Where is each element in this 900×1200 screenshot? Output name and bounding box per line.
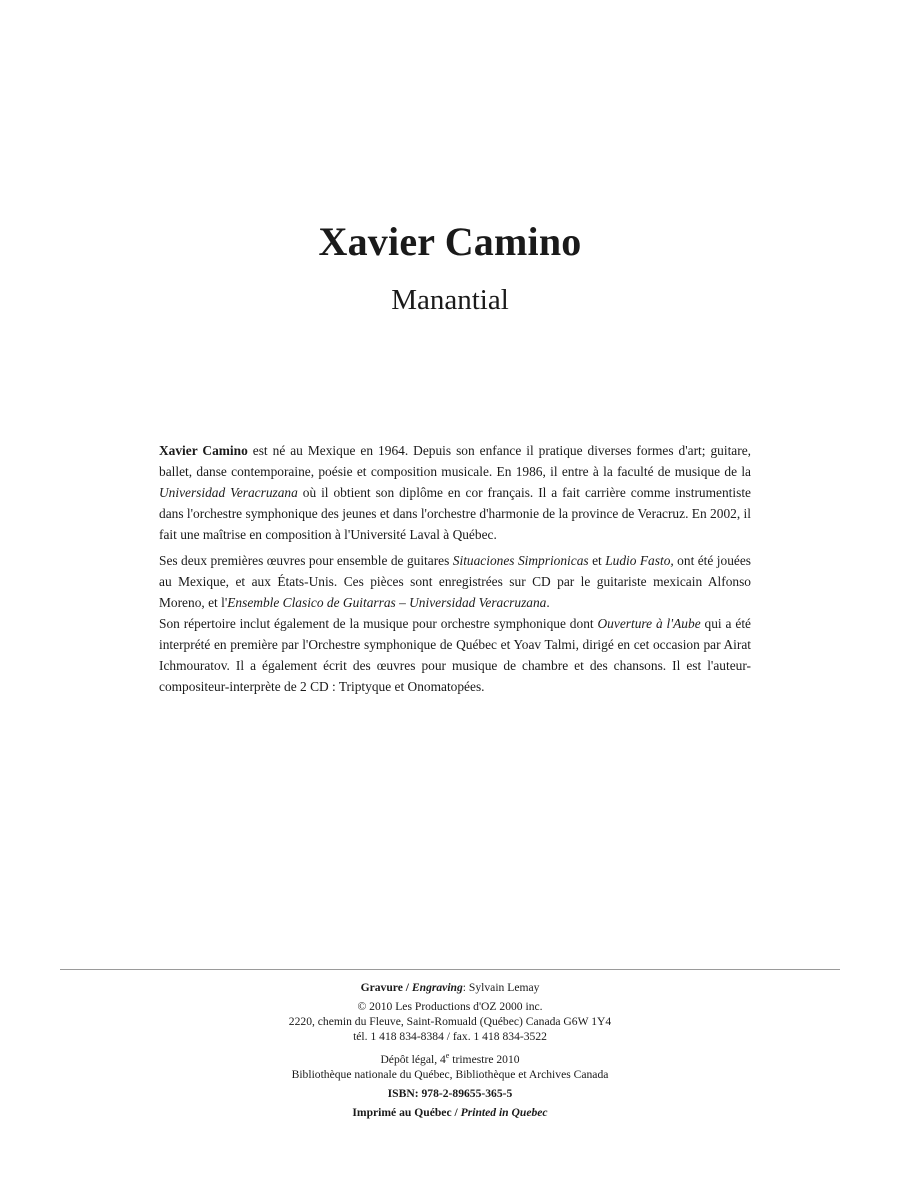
bio-paragraph-2	[159, 550, 751, 613]
printed-fr: Imprimé au Québec	[352, 1105, 452, 1119]
colophon	[0, 980, 900, 1120]
engraving-label-fr: Gravure	[360, 981, 403, 994]
bio-text: ont été jouées au Mexique, et aux États-Unis. Ces pièces sont enregistrées sur CD par le guitariste mexicain Alfonso Moreno, et l'	[159, 553, 751, 610]
printed-en: Printed in Quebec	[460, 1105, 548, 1119]
bio-paragraph-3	[159, 613, 751, 697]
bio-text: Ses deux premières œuvres pour ensemble de guitares	[159, 553, 453, 568]
engraving-colon: :	[462, 981, 469, 994]
bio-text: qui a été interprété en première par l'Orchestre symphonique de Québec et Yoav Talmi, dirigé en cet occasion par Airat Ichmouratov. Il a également écrit des œuvres pour musique de chambre et des chansons. Il est l'auteur-compositeur-interprète de 2 CD : Triptyque et Onomatopées.	[159, 616, 751, 694]
bio-work-title: Ludio Fasto,	[605, 553, 674, 568]
biography	[159, 440, 751, 697]
publisher-address: 2220, chemin du Fleuve, Saint-Romuald (Québec) Canada G6W 1Y4	[288, 1015, 612, 1028]
printed-in	[0, 1105, 900, 1120]
libraries-line: Bibliothèque nationale du Québec, Bibliothèque et Archives Canada	[291, 1067, 609, 1081]
engraving-label-en: Engraving	[411, 981, 463, 994]
engraving-separator: /	[402, 981, 412, 994]
bio-ensemble-name: Ensemble Clasico de Guitarras – Universidad Veracruzana	[227, 595, 547, 610]
legal-deposit: Dépôt légal, 4e trimestre 2010	[380, 1051, 520, 1066]
bio-composer-name: Xavier Camino	[159, 443, 248, 458]
bio-text: .	[546, 595, 550, 610]
engraving-credit	[0, 980, 900, 995]
footer-divider	[60, 969, 840, 970]
bio-work-title: Ouverture à l'Aube	[597, 616, 701, 631]
isbn: ISBN: 978-2-89655-365-5	[387, 1086, 513, 1100]
work-title: Manantial	[391, 284, 509, 316]
composer-name: Xavier Camino	[318, 219, 582, 264]
copyright-line: © 2010 Les Productions d'OZ 2000 inc.	[357, 1000, 543, 1013]
printed-separator: /	[451, 1105, 461, 1119]
bio-institution: Universidad Veracruzana	[159, 485, 298, 500]
engraver-name: Sylvain Lemay	[468, 981, 540, 994]
publisher-phone-fax: tél. 1 418 834-8384 / fax. 1 418 834-3522	[353, 1030, 547, 1043]
bio-text: Son répertoire inclut également de la musique pour orchestre symphonique dont	[159, 616, 598, 631]
bio-text: où il obtient son diplôme en cor français. Il a fait carrière comme instrumentiste dans l'orchestre symphonique des jeunes et dans l'orchestre d'harmonie de la province de Veracruz. En 2002, il fait une maîtrise en composition à l'Université Laval à Québec.	[159, 485, 751, 542]
bio-paragraph-1	[159, 440, 751, 545]
bio-text: et	[588, 553, 606, 568]
bio-work-title: Situaciones Simprionicas	[452, 553, 589, 568]
bio-text: est né au Mexique en 1964. Depuis son enfance il pratique diverses formes d'art; guitare, ballet, danse contemporaine, poésie et composition musicale. En 1986, il entre à la faculté de musique de la	[159, 443, 751, 479]
